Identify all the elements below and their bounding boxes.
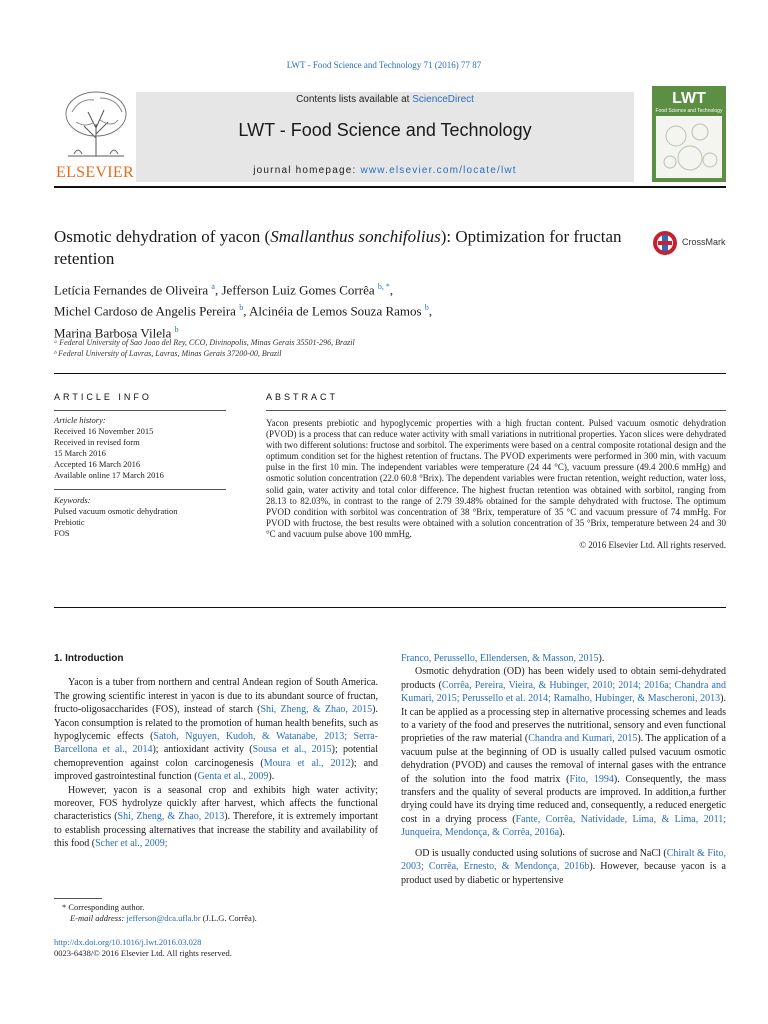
text-run: ). The application of a vacuum pulse at the beginning of OD is usually called pulsed vacuum osmotic dehydration (PVOD) and causes the removal of internal gases with the entrance of the solution into the food matrix (: [401, 733, 726, 785]
sciencedirect-link[interactable]: ScienceDirect: [412, 94, 474, 105]
title-part-1: Osmotic dehydration of yacon (: [54, 227, 271, 246]
corresponding-note: [54, 902, 374, 924]
article-title: [54, 226, 644, 270]
text-run: ). However, because yacon is a product used by diabetic or hypertensive: [401, 861, 726, 886]
citation-link[interactable]: Scher et al., 2009;: [95, 838, 168, 850]
author-sup[interactable]: b, *: [377, 282, 390, 291]
citation-link[interactable]: Shi, Zheng, & Zhao, 2013: [117, 811, 225, 823]
author-name[interactable]: Alcinéia de Lemos Souza Ramos: [249, 303, 422, 319]
affiliation: ᵇ Federal University of Lavras, Lavras, Minas Gerais 37200-00, Brazil: [54, 349, 282, 358]
email-label: E-mail address:: [70, 913, 127, 923]
citation-link[interactable]: Corrêa, Pereira, Vieira, & Hubinger, 2010; 2014; 2016a; Chandra and Kumari, 2015; Perussello et al. 2014; Ramalho, Hubinger, & Mascheroni, 2013: [401, 679, 726, 705]
contents-prefix: Contents lists available at: [296, 94, 413, 105]
article-info-heading: ARTICLE INFO: [54, 392, 152, 402]
history-item: 15 March 2016: [54, 448, 106, 458]
elsevier-tree-icon: [60, 88, 132, 158]
corresponding-mark: *: [62, 902, 67, 912]
intro-paragraph-1: [54, 676, 378, 783]
cover-graphic-icon: [656, 116, 722, 178]
abstract-heading: ABSTRACT: [266, 392, 339, 402]
text-run: ).: [559, 827, 565, 839]
text-run: ).: [598, 653, 605, 664]
text-run: ). Therefore, it is extremely important to establish processing alternatives that increase the stability and availability of this food (: [54, 811, 378, 850]
history-item: Accepted 16 March 2016: [54, 459, 141, 469]
text-run: Yacon is a tuber from northern and central Andean region of South America. The growing scientific interest in yacon is due to its abundant source of fructan, fructo-oligosaccharides (FOS), instead of starch (: [54, 677, 378, 716]
abstract-copyright: © 2016 Elsevier Ltd. All rights reserved.: [579, 540, 726, 551]
author-name[interactable]: Jefferson Luiz Gomes Corrêa: [221, 282, 375, 298]
homepage-prefix: journal homepage:: [253, 165, 361, 176]
text-run: ). Yacon consumption is related to the promotion of human health benefits, such as hypoglycemic effects (: [54, 704, 378, 743]
keywords-label: Keywords:: [54, 495, 91, 505]
header-rule: [54, 186, 726, 188]
abstract-body: [266, 418, 726, 551]
cover-title: LWT: [672, 90, 706, 107]
author-list: [54, 278, 654, 342]
author-sup[interactable]: a: [211, 282, 215, 291]
author-sep: ,: [389, 282, 394, 298]
citation-link[interactable]: Moura et al., 2012: [263, 757, 351, 769]
text-run: OD is usually conducted using solutions of sucrose and NaCl (: [415, 847, 667, 859]
journal-homepage: [136, 165, 634, 176]
author-sup[interactable]: b: [424, 303, 429, 313]
affiliation: ᵃ Federal University of Sao Joao del Rey, CCO, Divinopolis, Minas Gerais 35501-296, Brazil: [54, 338, 355, 347]
author-name[interactable]: Letícia Fernandes de Oliveira: [54, 282, 209, 298]
contents-line: [136, 94, 634, 105]
journal-citation[interactable]: LWT - Food Science and Technology 71 (2016) 77 87: [286, 60, 482, 70]
body-rule: [54, 607, 726, 608]
intro-paragraph-3: [401, 665, 726, 839]
author-sep: ,: [214, 282, 222, 298]
author-sep: ,: [243, 303, 250, 319]
abstract-text: Yacon presents prebiotic and hypoglycemic properties with a high fructan content. Pulsed vacuum osmotic dehydration (PVOD) is a process that can reduce water activity with small variations in nutritional properties. Yacon slices were dehydrated with two different solutions: fructose and sorbitol. The experiments were based on a central composite rotational design and the optimum condition set for the highest retention of fructans. The PVOD experiments were performed in 300 min, with vacuum pulse in the first 10 min. The independent variables were temperature (24 44 °C), vacuum pressure (49.4 200.6 mmHg) and osmotic solution concentration (22.0 60.8 °Brix). The dependent variables were fructan retention, weight reduction, water loss, solid gain, water activity and total color difference. The highest fructan retention was obtained with sorbitol, ranging from 28.13 to 82.03%, in contrast to the range of 2.79 39.48% obtained for the sample dehydrated with fructose. The optimum PVOD condition with sorbitol was concentration of 38 °Brix, temperature of 35 °C and vacuum pressure of 74 mmHg. For PVOD with fructose, the best results were obtained with a solution concentration of 35 °Brix, temperature between 24 and 30 °C and vacuum pulse above 100 mmHg.: [266, 418, 726, 539]
citation-link[interactable]: Fito, 1994: [569, 773, 614, 785]
intro-paragraph-2-cont: [401, 652, 726, 665]
crossmark-icon: [652, 230, 678, 256]
abstract-rule: [266, 410, 726, 411]
intro-paragraph-2: [54, 784, 378, 851]
text-run: ); antioxidant activity (: [152, 744, 253, 756]
title-part-2: ): Optimization for fructan retention: [54, 227, 622, 268]
citation-link[interactable]: Genta et al., 2009: [197, 771, 269, 783]
footnote-rule: [54, 898, 102, 899]
citation-link[interactable]: Fante, Corrêa, Natividade, Lima, & Lima, 2011; Junqueira, Mendonça, & Corrêa, 2016a: [401, 813, 726, 839]
history-item: Received in revised form: [54, 437, 140, 447]
history-item: Available online 17 March 2016: [54, 470, 164, 480]
citation-link[interactable]: Satoh, Nguyen, Kudoh, & Watanabe, 2013; Serra-Barcellona et al., 2014: [54, 731, 378, 756]
affiliations: [54, 337, 654, 359]
citation-link[interactable]: Sousa et al., 2015: [252, 744, 332, 756]
text-run: ). Consequently, the mass transfers and the quality of several products are improved. In addition,a further drying could have its drying time reduced and, consequently, a reduced energetic cost in a drying process (: [401, 773, 727, 825]
cover-subtitle: Food Science and Technology: [655, 108, 723, 114]
corresponding-label: Corresponding author.: [68, 902, 145, 912]
citation-link[interactable]: Chiralt & Fito, 2003; Corrêa, Ernesto, & Mendonça, 2016b: [401, 847, 726, 873]
intro-heading: 1. Introduction: [54, 653, 124, 664]
section-rule: [54, 373, 726, 374]
text-run: ). It can be applied as a processing step in alternative processing schemes and leads to a variety of the food and preserves the nutritional, sensory and even functional proprieties of the raw material (: [401, 693, 726, 745]
issn-line: 0023-6438/© 2016 Elsevier Ltd. All rights reserved.: [54, 948, 232, 958]
citation-link[interactable]: Shi, Zheng, & Zhao, 2015: [260, 704, 373, 716]
email-link[interactable]: jefferson@dca.ufla.br: [126, 913, 201, 923]
email-name: (J.L.G. Corrêa).: [200, 913, 257, 923]
author-sup[interactable]: b: [239, 303, 244, 313]
title-species: Smallanthus sonchifolius: [270, 227, 441, 246]
info-rule: [54, 410, 226, 411]
text-run: ).: [268, 771, 275, 783]
author-sup[interactable]: b: [174, 324, 179, 334]
right-column: [401, 652, 726, 887]
crossmark-badge[interactable]: [652, 230, 732, 258]
crossmark-label: CrossMark: [682, 237, 726, 247]
author-sep: ,: [428, 303, 433, 319]
keyword: Prebiotic: [54, 517, 85, 527]
text-run: ); potential chemoprevention against colon carcinogenesis (: [54, 744, 378, 769]
text-run: Osmotic dehydration (OD) has been widely used to obtain semi-dehydrated products (: [401, 666, 726, 691]
keyword: FOS: [54, 528, 70, 538]
citation-link[interactable]: Chandra and Kumari, 2015: [528, 733, 638, 745]
journal-cover[interactable]: [652, 86, 726, 182]
intro-paragraph-4: [401, 847, 726, 887]
history-label: Article history:: [54, 415, 106, 425]
journal-title: LWT - Food Science and Technology: [238, 120, 532, 140]
keywords: [54, 495, 226, 539]
elsevier-wordmark: ELSEVIER: [56, 164, 134, 181]
elsevier-logo[interactable]: [54, 88, 136, 184]
text-run: ); and improved gastrointestinal function (: [54, 757, 379, 783]
author-name[interactable]: Michel Cardoso de Angelis Pereira: [54, 303, 236, 319]
history-item: Received 16 November 2015: [54, 426, 154, 436]
homepage-link[interactable]: www.elsevier.com/locate/lwt: [360, 165, 517, 176]
text-run: However, yacon is a seasonal crop and exhibits high water activity; moreover, FOS hydrolyze quickly after harvest, which affects the functional characteristics (: [54, 784, 378, 823]
doi-block: [54, 937, 374, 959]
article-history: [54, 415, 226, 481]
author-name[interactable]: Marina Barbosa Vilela: [54, 324, 172, 340]
doi-link[interactable]: http://dx.doi.org/10.1016/j.lwt.2016.03.028: [54, 937, 202, 947]
citation-link[interactable]: Franco, Perussello, Ellendersen, & Masson, 2015: [401, 653, 599, 664]
left-column: [54, 652, 378, 851]
keyword: Pulsed vacuum osmotic dehydration: [54, 506, 178, 516]
keywords-rule: [54, 489, 226, 490]
cover-image: [656, 116, 722, 178]
